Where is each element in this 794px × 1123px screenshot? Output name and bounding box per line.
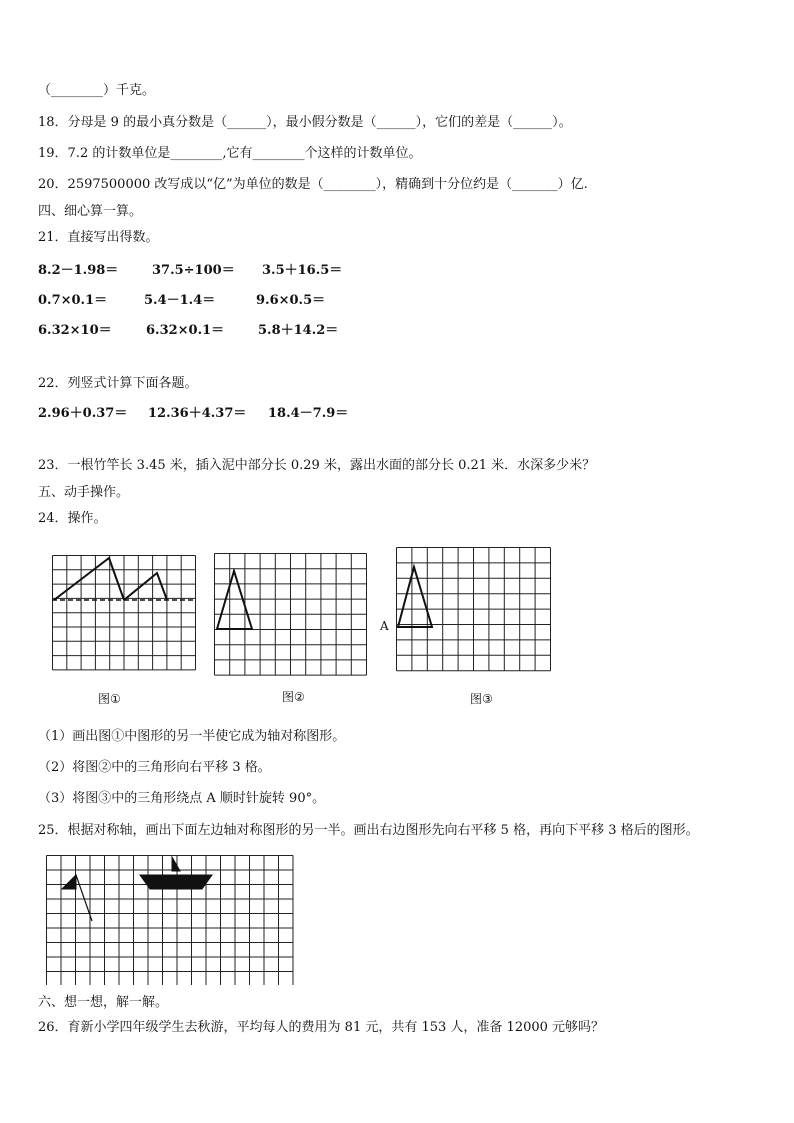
question-21: 21．直接写出得数。 [38, 230, 159, 245]
calc-item: 9.6×0.5＝ [256, 293, 326, 308]
section-5-heading: 五、动手操作。 [38, 485, 130, 500]
calc-item: 0.7×0.1＝ [38, 293, 108, 308]
figure-2-triangle [217, 571, 252, 629]
question-25: 25．根据对称轴，画出下面左边轴对称图形的另一半。画出右边图形先向右平移 5 格，再向下平移 3 格后的图形。 [38, 823, 699, 838]
calc-item: 6.32×0.1＝ [146, 323, 225, 338]
question-24-1: （1）画出图①中图形的另一半使它成为轴对称图形。 [38, 729, 346, 744]
point-a-label: A [380, 619, 389, 633]
figure-1-grid [52, 555, 196, 679]
figure-1-shape-right [124, 573, 167, 600]
question-19: 19．7.2 的计数单位是________,它有________个这样的计数单位。 [38, 146, 422, 161]
q25-left-shape [62, 875, 76, 889]
section-4-heading: 四、细心算一算。 [38, 204, 143, 219]
question-24-3: （3）将图③中的三角形绕点 A 顺时针旋转 90°。 [38, 791, 326, 806]
question-24: 24．操作。 [38, 511, 107, 526]
calc-item: 2.96＋0.37＝ [38, 406, 128, 421]
question-25-grid [46, 855, 294, 985]
figure-1-caption: 图① [98, 692, 121, 706]
question-20: 20．2597500000 改写成以“亿”为单位的数是（________），精确到十分位约是（_______）亿. [38, 177, 588, 192]
calc-item: 6.32×10＝ [38, 323, 112, 338]
calc-item: 12.36＋4.37＝ [148, 406, 247, 421]
figure-3-caption: 图③ [470, 692, 493, 706]
question-26: 26．育新小学四年级学生去秋游，平均每人的费用为 81 元，共有 153 人，准备 12000 元够吗？ [38, 1020, 605, 1035]
calc-item: 5.4－1.4＝ [144, 293, 216, 308]
question-18: 18．分母是 9 的最小真分数是（______），最小假分数是（______），它们的差是（______）。 [38, 115, 572, 130]
question-17-tail: （________）千克。 [38, 83, 156, 98]
calc-item: 8.2－1.98＝ [38, 263, 119, 278]
question-22: 22．列竖式计算下面各题。 [38, 376, 198, 391]
q25-right-top-mark [172, 857, 180, 871]
calc-item: 37.5÷100＝ [152, 263, 235, 278]
section-6-heading: 六、想一想，解一解。 [38, 995, 169, 1010]
figure-2-grid [214, 553, 368, 677]
q25-right-trapezoid [140, 875, 212, 889]
figure-3-grid [396, 547, 552, 677]
calc-item: 5.8＋14.2＝ [258, 323, 339, 338]
figure-1-shape-left [54, 558, 124, 600]
calc-item: 18.4－7.9＝ [268, 406, 349, 421]
question-23: 23．一根竹竿长 3.45 米，插入泥中部分长 0.29 米，露出水面的部分长 0.21 米．水深多少米？ [38, 458, 596, 473]
question-24-2: （2）将图②中的三角形向右平移 3 格。 [38, 760, 271, 775]
figure-2-caption: 图② [282, 690, 305, 704]
calc-item: 3.5＋16.5＝ [262, 263, 343, 278]
